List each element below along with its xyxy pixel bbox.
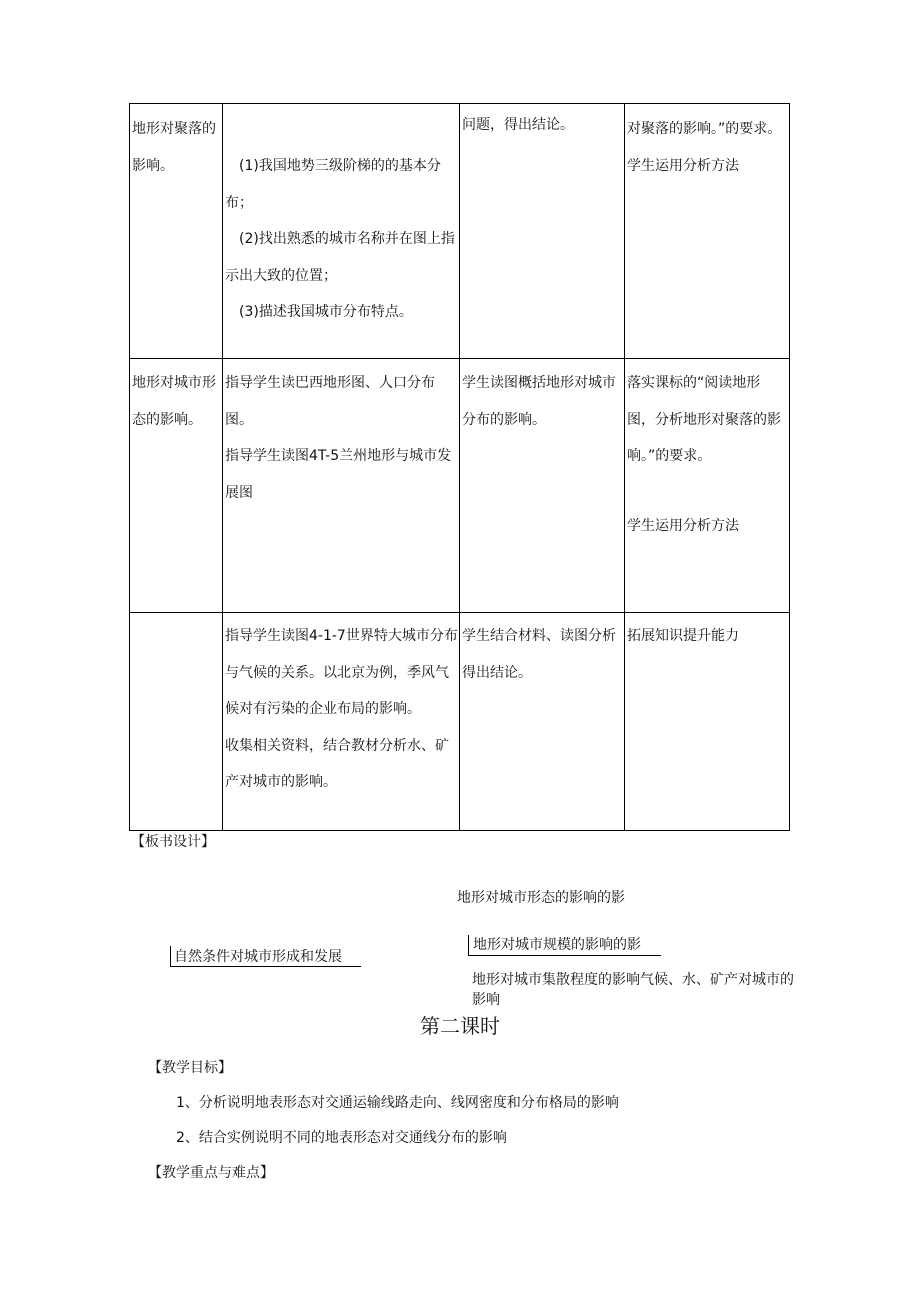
board-branch-1: 地形对城市形态的影响的影: [457, 890, 625, 906]
table-row-3-student: [462, 618, 622, 691]
goals-heading: 【教学目标】: [148, 1060, 232, 1076]
cell-text: 学生结合材料、读图分析得出结论。: [462, 628, 616, 681]
teacher-step-2: 指导学生读图4T-5兰州地形与城市发展图: [225, 448, 452, 501]
focus-heading: 【教学重点与难点】: [148, 1165, 274, 1181]
table-row-1-intent: [627, 111, 787, 184]
cell-text: 拓展知识提升能力: [627, 628, 739, 644]
table-column-divider: [222, 103, 223, 831]
goal-1: 1、分析说明地表形态对交通运输线路走向、线网密度和分布格局的影响: [176, 1095, 619, 1111]
table-row-2-teacher: [225, 365, 461, 511]
table-row-2-intent: [627, 365, 787, 544]
goal-2: 2、结合实例说明不同的地表形态对交通线分布的影响: [176, 1130, 507, 1146]
table-row-1-topic: [132, 111, 218, 184]
table-border-top: [129, 103, 790, 104]
cell-text: 学生读图概括地形对城市分布的影响。: [462, 375, 616, 428]
teacher-step-1: (1)我国地势三级阶梯的的基本分布；: [225, 158, 441, 211]
cell-text: 问题，得出结论。: [462, 117, 574, 133]
table-border-bottom: [129, 830, 790, 831]
table-row-divider: [129, 358, 790, 359]
board-left-box-label: 自然条件对城市形成和发展: [174, 949, 342, 965]
board-branch-2: 地形对城市规模的影响的影: [473, 937, 641, 953]
table-border-left: [129, 103, 130, 831]
lesson-title: 第二课时: [420, 1014, 500, 1038]
table-row-3-teacher: [225, 618, 461, 801]
teacher-step-2: 收集相关资料，结合教材分析水、矿产对城市的影响。: [225, 737, 449, 790]
table-row-divider: [129, 612, 790, 613]
teacher-step-1: 指导学生读巴西地形图、人口分布图。: [225, 375, 435, 428]
cell-text: 地形对聚落的影响。: [132, 121, 216, 174]
teacher-step-3: (3)描述我国城市分布特点。: [239, 304, 413, 320]
cell-text: 地形对城市形态的影响。: [132, 375, 216, 428]
board-branch-3: 地形对城市集散程度的影响气候、水、矿产对城市的影响: [472, 972, 794, 1008]
teacher-step-1: 指导学生读图4-1-7世界特大城市分布与气候的关系。以北京为例，季风气候对有污染的企业布局的影响。: [225, 628, 458, 717]
board-design-heading: 【板书设计】: [131, 834, 215, 850]
table-row-2-topic: [132, 365, 218, 438]
intent-line-2: 学生运用分析方法: [627, 517, 739, 534]
table-row-1-student: [462, 107, 622, 144]
lesson-table: [129, 103, 790, 831]
table-row-1-teacher: [225, 148, 461, 331]
table-border-right: [789, 103, 790, 831]
table-row-2-student: [462, 365, 622, 438]
intent-line-1: 落实课标的“阅读地形图，分析地形对聚落的影响。”的要求。: [627, 375, 781, 464]
teacher-step-2: (2)找出熟悉的城市名称并在图上指示出大致的位置；: [225, 231, 455, 284]
cell-text: 对聚落的影响。”的要求。学生运用分析方法: [627, 121, 782, 174]
table-row-3-intent: [627, 618, 787, 655]
table-column-divider: [624, 103, 625, 831]
